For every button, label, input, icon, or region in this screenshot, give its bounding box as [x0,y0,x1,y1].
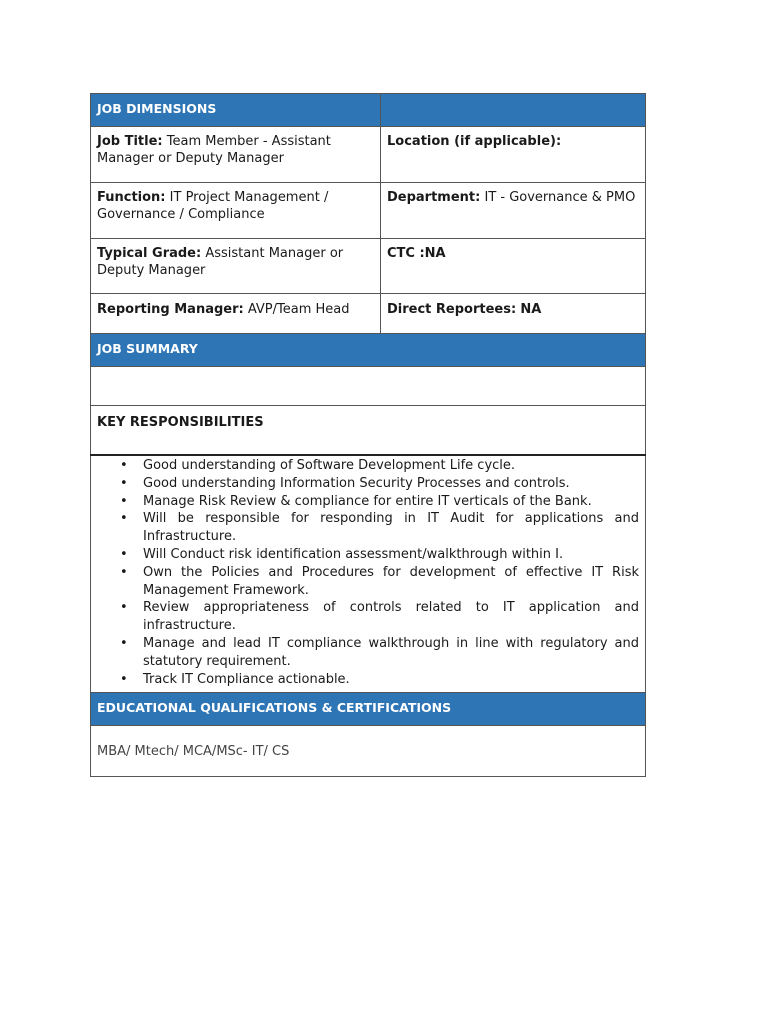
education-row [91,726,646,777]
department-cell [381,183,646,239]
responsibilities-list [97,457,639,688]
list-item: • Track IT Compliance actionable. [143,671,639,689]
job-summary-body [91,367,646,406]
grade-label: Typical Grade: [97,246,202,261]
reporting-label: Reporting Manager: [97,302,244,317]
job-title-cell [91,127,381,183]
job-title-row [91,127,646,183]
reporting-value: AVP/Team Head [247,302,350,317]
location-label: Location (if applicable): [387,134,562,149]
list-item: • Own the Policies and Procedures for development of effective IT Risk Management Framework. [143,564,639,600]
ctc-label: CTC :NA [387,246,446,261]
job-title-label: Job Title: [97,134,163,149]
reportees-label: Direct Reportees: [387,302,517,317]
function-value: IT Project Management / Governance / Compliance [97,190,329,222]
function-cell [91,183,381,239]
job-dimensions-header-empty [381,94,646,127]
department-label: Department: [387,190,481,205]
list-item: • Review appropriateness of controls related to IT application and infrastructure. [143,599,639,635]
job-title-value: Team Member - Assistant Manager or Deputy Manager [97,134,331,166]
job-dimensions-header [91,94,381,127]
education-value: MBA/ Mtech/ MCA/MSc- IT/ CS [91,726,646,777]
list-item: • Manage Risk Review & compliance for entire IT verticals of the Bank. [143,493,639,511]
job-summary-row [91,367,646,406]
list-item: • Manage and lead IT compliance walkthrough in line with regulatory and statutory requirement. [143,635,639,671]
education-header-row [91,693,646,726]
job-dimensions-header-row [91,94,646,127]
job-summary-header-row [91,334,646,367]
ctc-cell [381,239,646,294]
function-row [91,183,646,239]
job-summary-header [91,334,646,367]
reportees-value: NA [520,302,542,317]
key-responsibilities-body [91,455,646,693]
list-item: • Good understanding of Software Development Life cycle. [143,457,639,475]
list-item: • Good understanding Information Security Processes and controls. [143,475,639,493]
key-responsibilities-header: KEY RESPONSIBILITIES [91,406,646,456]
job-summary-header-text: JOB SUMMARY [97,340,198,356]
grade-value: Assistant Manager or Deputy Manager [97,246,344,278]
reporting-cell [91,294,381,334]
education-header-text: EDUCATIONAL QUALIFICATIONS & CERTIFICATIONS [97,699,452,715]
job-dimensions-header-text: JOB DIMENSIONS [97,100,217,116]
job-description-table [90,93,646,777]
reporting-row [91,294,646,334]
location-cell [381,127,646,183]
key-responsibilities-row [91,455,646,693]
education-header [91,693,646,726]
grade-cell [91,239,381,294]
list-item: • Will be responsible for responding in IT Audit for applications and Infrastructure. [143,510,639,546]
list-item: • Will Conduct risk identification assessment/walkthrough within I. [143,546,639,564]
department-value: IT - Governance & PMO [484,190,636,205]
key-responsibilities-header-row [91,406,646,456]
function-label: Function: [97,190,166,205]
grade-row [91,239,646,294]
reportees-cell [381,294,646,334]
